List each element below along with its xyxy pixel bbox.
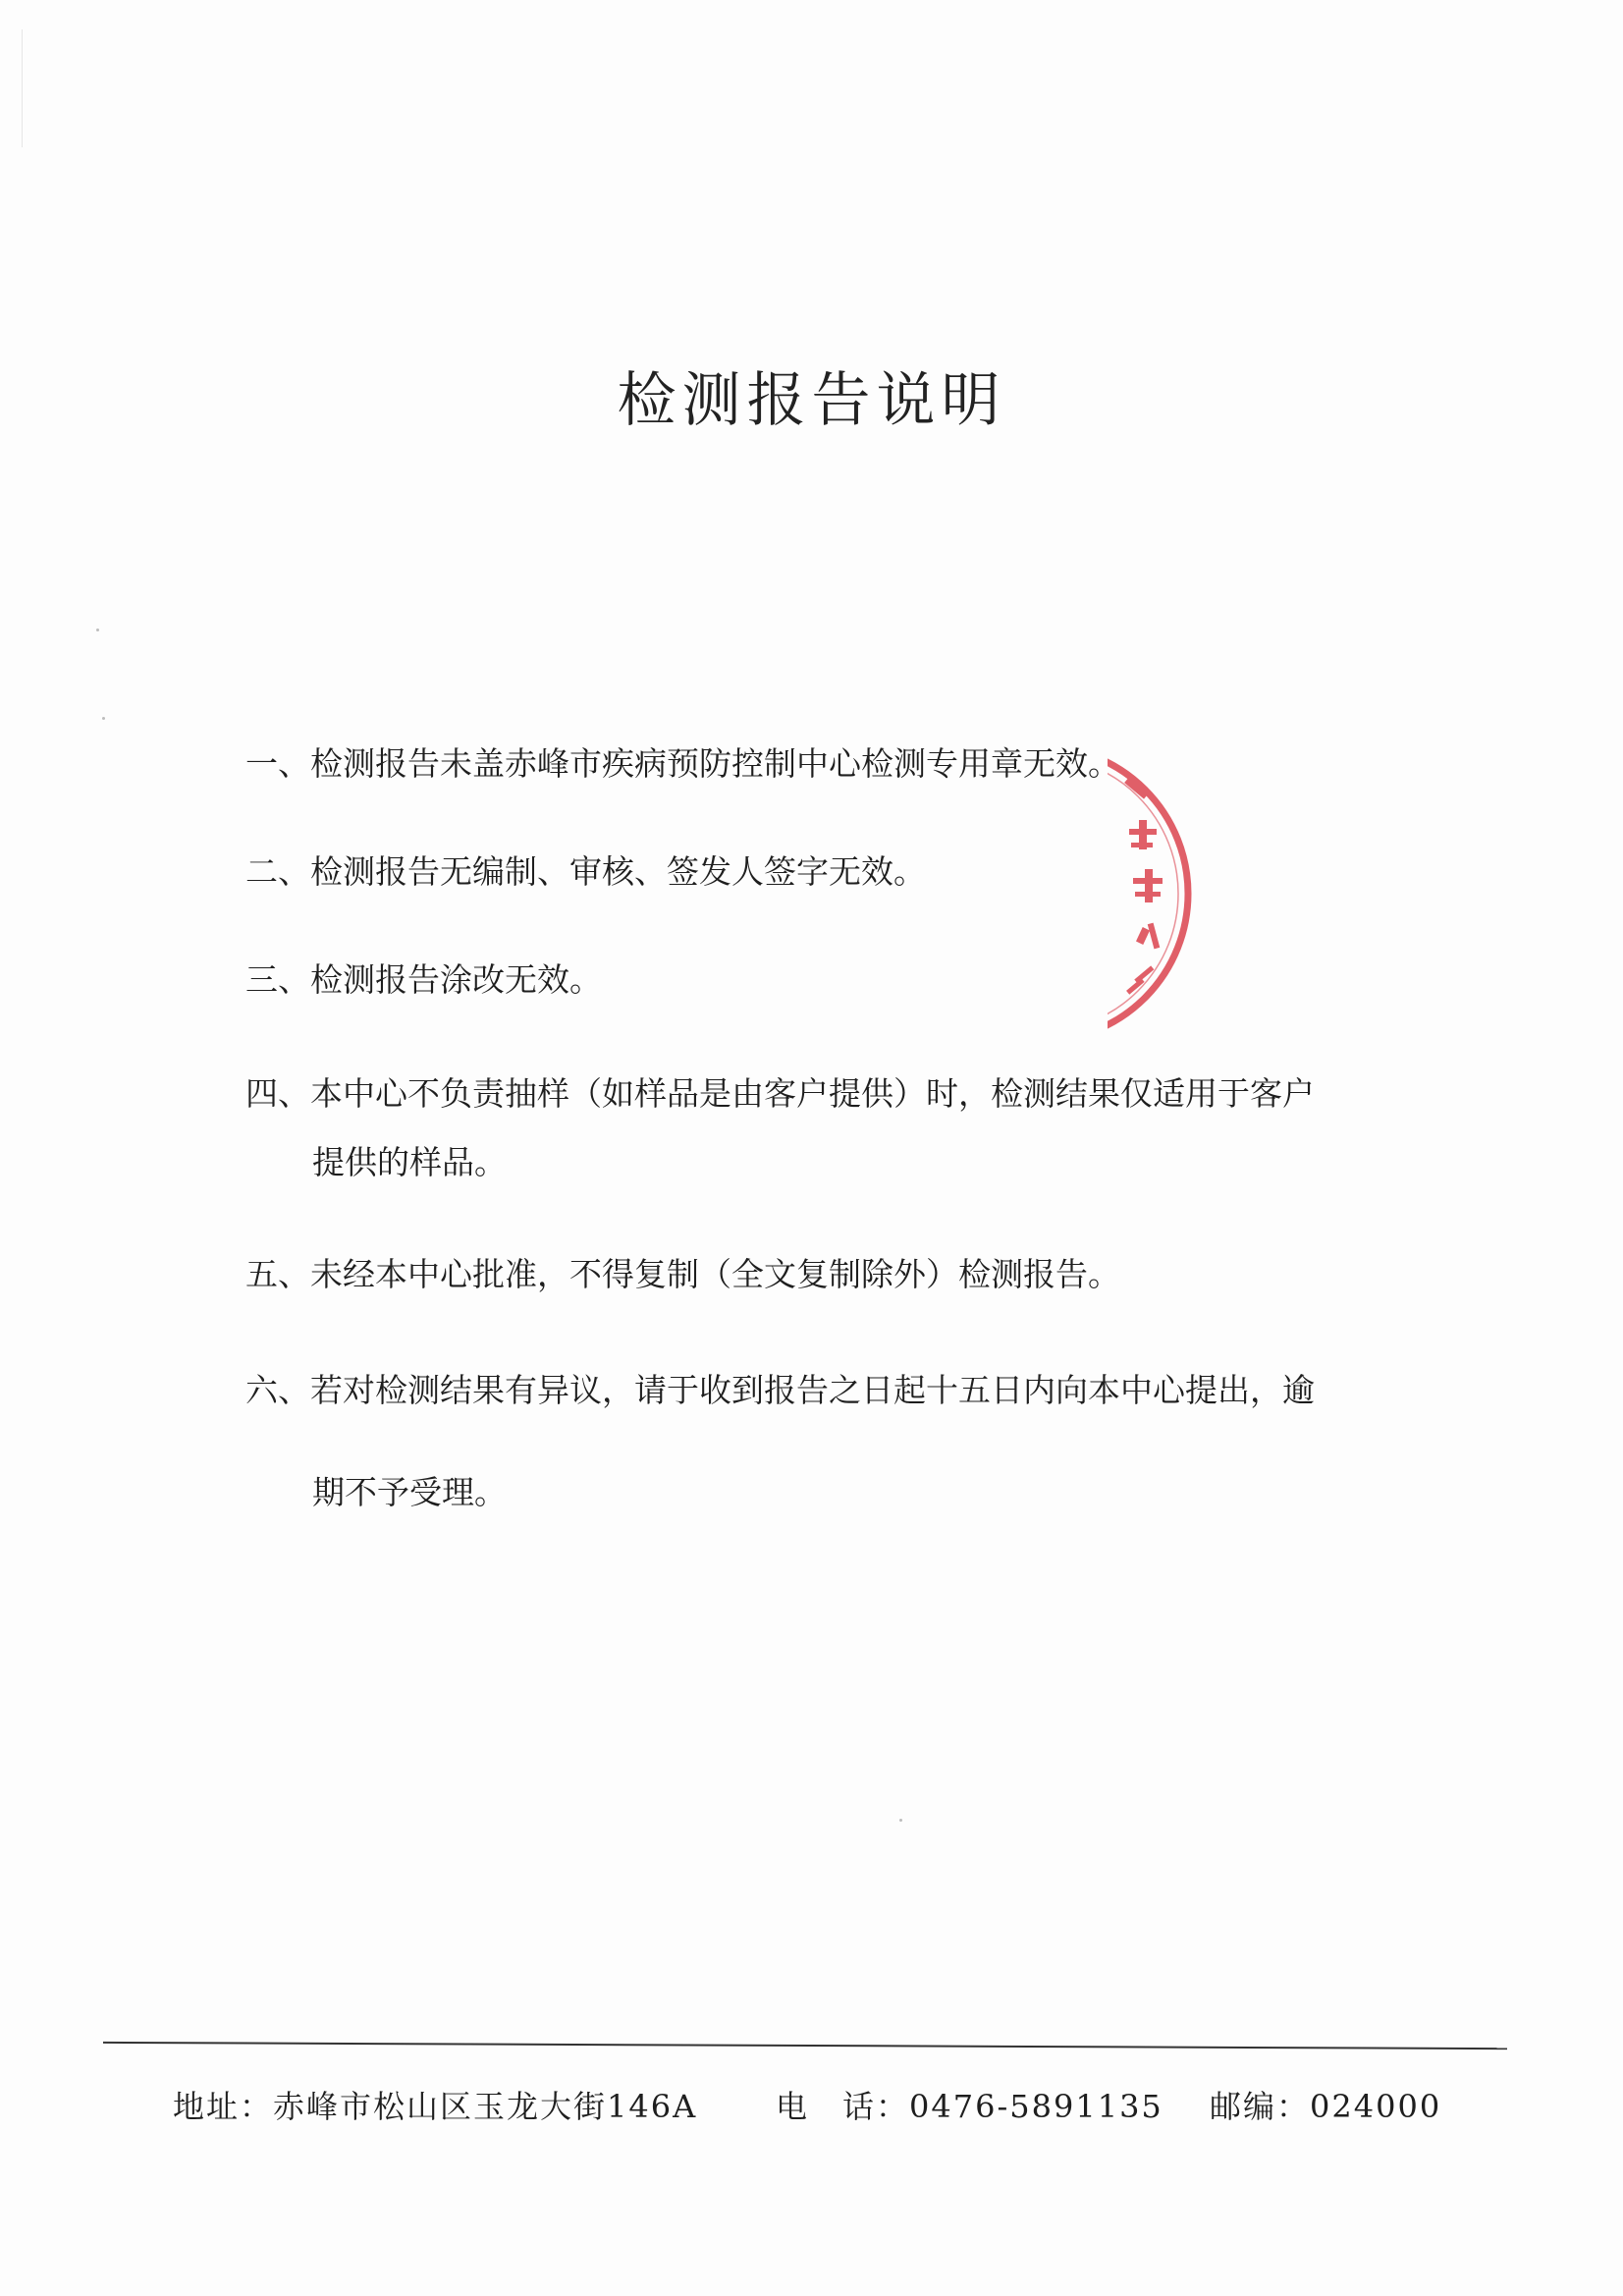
- footer-postcode: [1210, 2082, 1441, 2127]
- item-number: 一、: [245, 744, 310, 783]
- notice-item-4: [245, 1068, 1345, 1115]
- footer-address: [173, 2082, 697, 2127]
- item-text: 检测报告无编制、审核、签发人签字无效。: [310, 852, 926, 891]
- item-text: 若对检测结果有异议，请于收到报告之日起十五日内向本中心提出，逾: [310, 1371, 1315, 1409]
- address-value: 赤峰市松山区玉龙大街146A: [273, 2088, 698, 2125]
- item-text: 检测报告涂改无效。: [310, 960, 602, 999]
- item-text: 检测报告未盖赤峰市疾病预防控制中心检测专用章无效。: [310, 744, 1120, 783]
- item-number: 二、: [245, 852, 310, 891]
- item-number: 六、: [245, 1371, 310, 1409]
- document-title: 检测报告说明: [617, 366, 1006, 435]
- notice-item-3: [245, 955, 1345, 1001]
- notice-item-1: [245, 738, 1345, 785]
- footer-phone: [776, 2082, 1163, 2127]
- notice-item-6: [245, 1365, 1345, 1411]
- phone-label: 电 话：: [776, 2088, 910, 2125]
- notice-item-2: [245, 847, 1345, 893]
- item-text-continuation: 期不予受理。: [312, 1473, 507, 1511]
- scan-speck: [96, 629, 99, 631]
- item-number: 三、: [245, 960, 310, 999]
- postcode-value: 024000: [1310, 2088, 1442, 2125]
- item-text-continuation: 提供的样品。: [312, 1143, 507, 1181]
- scan-speck: [899, 1819, 902, 1822]
- address-label: 地址：: [173, 2088, 274, 2125]
- footer-divider: [103, 2042, 1507, 2050]
- item-number: 五、: [245, 1255, 310, 1293]
- item-text: 未经本中心批准，不得复制（全文复制除外）检测报告。: [310, 1255, 1120, 1293]
- notice-item-5: [245, 1249, 1345, 1295]
- scan-edge-mark: [22, 29, 23, 147]
- scan-speck: [102, 717, 105, 720]
- postcode-label: 邮编：: [1210, 2088, 1311, 2125]
- item-text: 本中心不负责抽样（如样品是由客户提供）时，检测结果仅适用于客户: [310, 1074, 1315, 1113]
- phone-value: 0476-5891135: [909, 2088, 1163, 2125]
- item-number: 四、: [245, 1074, 310, 1113]
